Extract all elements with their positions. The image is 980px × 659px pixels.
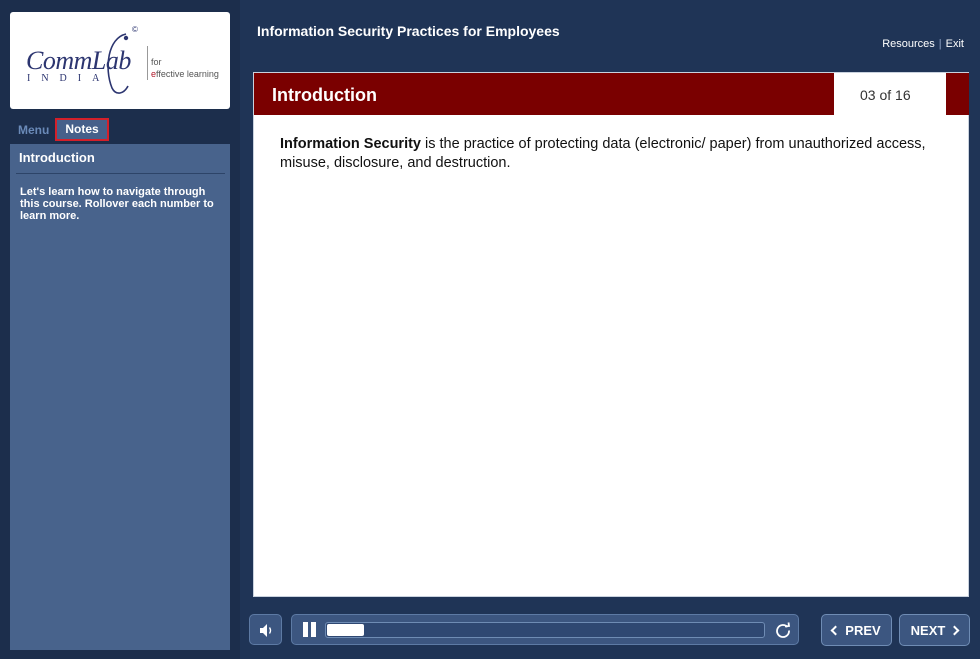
pause-button[interactable] — [300, 621, 318, 639]
banner-right-tab — [946, 73, 969, 115]
notes-panel — [10, 144, 230, 650]
header-links — [882, 38, 964, 50]
media-player — [291, 614, 799, 645]
logo-copyright: © — [132, 25, 138, 34]
resources-link[interactable]: Resources — [882, 38, 935, 50]
page-counter: 03 of 16 — [860, 87, 911, 103]
prev-button[interactable] — [821, 614, 892, 646]
notes-title: Introduction — [19, 150, 95, 165]
tab-notes[interactable]: Notes — [55, 118, 109, 141]
tab-menu[interactable]: Menu — [18, 123, 50, 137]
slide-body-text — [280, 135, 940, 173]
notes-body: Let's learn how to navigate through this course. Rollover each number to learn more. — [20, 186, 214, 222]
banner-notch — [817, 73, 834, 115]
exit-link[interactable]: Exit — [945, 38, 964, 50]
notes-divider — [16, 173, 225, 174]
slide-content — [253, 72, 969, 597]
replay-icon[interactable] — [774, 621, 792, 639]
progress-track[interactable] — [325, 622, 765, 638]
course-title: Information Security Practices for Employees — [257, 23, 560, 39]
body-rest: is the practice of protecting data (electronic/ paper) from unauthorized access, misuse, disclosure, and destruction. — [280, 136, 926, 171]
slide-title: Introduction — [272, 85, 377, 105]
logo-subtext: INDIA — [27, 73, 111, 84]
slide-banner — [254, 73, 834, 115]
progress-fill — [327, 624, 364, 636]
pause-icon-bar-right — [311, 622, 316, 637]
logo-tagline-top: for — [151, 57, 162, 67]
chevron-left-icon — [831, 625, 841, 635]
body-bold-term: Information Security — [280, 136, 421, 152]
logo-wordmark: CommLab — [26, 46, 131, 75]
logo-tagline-e: e — [151, 69, 157, 79]
logo-divider — [147, 46, 148, 80]
chevron-right-icon — [950, 625, 960, 635]
prev-label: PREV — [845, 622, 881, 638]
volume-button[interactable] — [249, 614, 282, 645]
pause-icon-bar-left — [303, 622, 308, 637]
next-label: NEXT — [910, 622, 946, 638]
header-link-separator: | — [938, 38, 942, 50]
logo — [10, 12, 230, 109]
speaker-icon — [250, 615, 283, 646]
next-button[interactable] — [899, 614, 970, 646]
logo-tagline-bottom — [151, 69, 219, 79]
logo-tagline-rest: ffective learning — [156, 69, 219, 79]
